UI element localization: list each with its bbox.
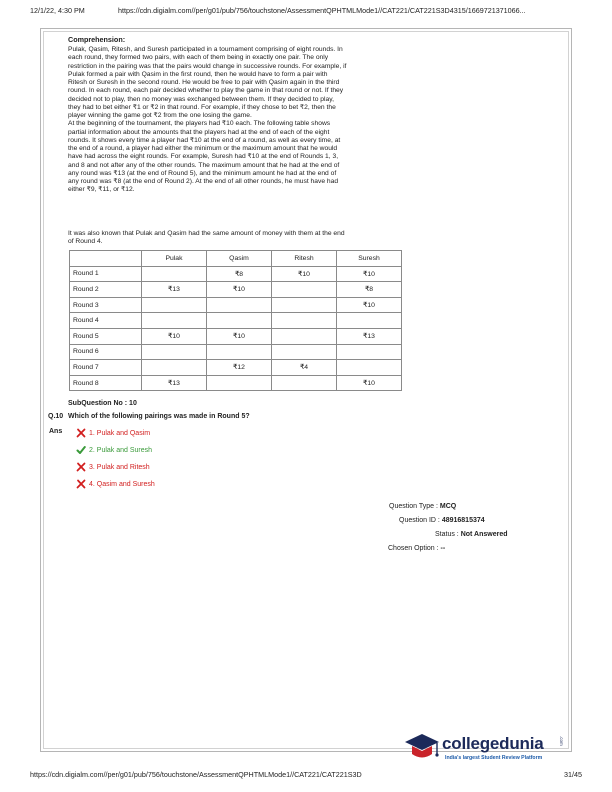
comprehension-line: At the beginning of the tournament, the players had ₹10 each. The following table shows [68,120,331,128]
answer-option-4 [76,479,155,489]
comprehension-line: partial information about the amounts that the players had at the end of each of the eight [68,128,330,136]
amount-cell: ₹8 [207,266,272,282]
table-header-cell: Suresh [337,251,402,267]
amount-cell: ₹10 [142,328,207,344]
answer-label: Ans [49,428,63,435]
table-row [70,266,402,282]
check-icon [76,445,86,455]
cross-icon [76,462,86,472]
comprehension-title: Comprehension: [68,35,126,44]
table-header-cell [70,251,142,267]
table-header-cell: Ritesh [272,251,337,267]
question-text: Which of the following pairings was made in Round 5? [68,413,250,420]
collegedunia-logo [404,730,564,771]
table-header-cell: Pulak [142,251,207,267]
table-row [70,297,402,313]
comprehension-line: have had across the eight rounds. For example, Suresh had ₹10 at the end of Rounds 1, 3, [68,153,339,161]
comprehension-line: rounds. It shows every time a player had ₹10 at the end of a round, as well as every time, at [68,136,341,144]
logo-domain: .com [559,736,564,746]
chosen-option-label: Chosen Option : [388,545,439,552]
amounts-table [69,250,402,391]
comprehension-line: Pulak, Qasim, Ritesh, and Suresh participated in a tournament comprising of eight rounds. In [68,46,343,53]
answer-option-2 [76,445,152,455]
amount-cell [272,344,337,360]
answer-option-3 [76,462,150,472]
amount-cell [337,344,402,360]
footer-url[interactable]: https://cdn.digialm.com//per/g01/pub/756/touchstone/AssessmentQPHTMLMode1//CAT221/CAT221S3D [30,770,362,779]
round-label-cell: Round 8 [70,375,142,391]
question-type-label: Question Type : [389,503,438,510]
answer-option-1 [76,428,150,438]
print-datetime: 12/1/22, 4:30 PM [30,6,85,15]
amount-cell [207,313,272,329]
comprehension-line: Ritesh or Suresh in the second round. He would be free to pair with Qasim again in the third [68,79,340,86]
comprehension-paragraph-2 [68,230,413,247]
amount-cell: ₹10 [207,328,272,344]
round-label-cell: Round 4 [70,313,142,329]
amount-cell [337,360,402,376]
amount-cell: ₹10 [337,266,402,282]
question-type-value: MCQ [439,503,457,510]
comprehension-line: round. In each round, each pair decided whether to play the game in that round or not. If they [68,87,344,95]
amount-cell: ₹10 [207,282,272,298]
comprehension-line: of Round 4. [68,238,103,246]
amount-cell: ₹8 [337,282,402,298]
comprehension-line: the end of a round, a player had either the minimum or the maximum amount that he would [68,145,338,152]
comprehension-line: any round was ₹13 (at the end of Round 5), and the minimum amount he had at the end of [68,169,337,177]
amount-cell [142,266,207,282]
round-label-cell: Round 2 [70,282,142,298]
status-value: Not Answered [460,531,508,538]
amount-cell [272,297,337,313]
answer-option-label: 4. Qasim and Suresh [89,480,155,488]
table-header-row [70,251,402,267]
amount-cell: ₹13 [142,282,207,298]
amount-cell: ₹13 [337,328,402,344]
chosen-option-value: -- [440,545,446,552]
amount-cell: ₹10 [337,297,402,313]
comprehension-line: and 8 and not after any of the other rounds. The maximum amount that he had at the end of [68,161,340,169]
status-label: Status : [435,531,459,538]
page-number: 31/45 [564,770,582,779]
logo-tagline: India's largest Student Review Platform [445,755,543,761]
comprehension-paragraph-1 [68,46,413,195]
answer-option-label: 3. Pulak and Ritesh [89,463,150,471]
answer-option-label: 1. Pulak and Qasim [89,429,151,437]
table-header-cell: Qasim [207,251,272,267]
amount-cell [142,360,207,376]
amount-cell [272,375,337,391]
table-row [70,375,402,391]
amount-cell: ₹10 [337,375,402,391]
question-number: Q.10 [48,413,64,420]
amount-cell [142,313,207,329]
comprehension-line: player winning the game got ₹2 from the one losing the game. [68,112,252,119]
amount-cell [272,282,337,298]
table-row [70,360,402,376]
amount-cell: ₹10 [272,266,337,282]
amount-cell [272,313,337,329]
amount-cell: ₹12 [207,360,272,376]
subquestion-number: SubQuestion No : 10 [68,400,137,407]
amount-cell [142,297,207,313]
table-row [70,344,402,360]
graduation-cap-icon [404,730,440,766]
comprehension-line: decided not to play, then no money was exchanged between them. If they decided to play, [68,95,334,103]
comprehension-line: either ₹9, ₹11, or ₹12. [68,186,135,194]
cross-icon [76,479,86,489]
amount-cell [207,344,272,360]
answer-option-label: 2. Pulak and Suresh [89,446,153,454]
round-label-cell: Round 6 [70,344,142,360]
amount-cell: ₹13 [142,375,207,391]
table-row [70,313,402,329]
round-label-cell: Round 3 [70,297,142,313]
table-row [70,328,402,344]
amount-cell [337,313,402,329]
amount-cell [272,328,337,344]
question-id-value: 48916815374 [441,517,485,524]
table-row [70,282,402,298]
cross-icon [76,428,86,438]
amount-cell [207,297,272,313]
round-label-cell: Round 1 [70,266,142,282]
amount-cell: ₹4 [272,360,337,376]
comprehension-line: It was also known that Pulak and Qasim had the same amount of money with them at the end [68,230,345,237]
comprehension-line: Pulak formed a pair with Qasim in the first round, then he would have to form a pair with [68,70,328,78]
comprehension-line: each round, they formed two pairs, with each of them being in exactly one pair. The only [68,54,329,62]
comprehension-line: any round was ₹8 (at the end of Round 2). At the end of all other rounds, he must have had [68,178,339,185]
header-url[interactable]: https://cdn.digialm.com//per/g01/pub/756/touchstone/AssessmentQPHTMLMode1//CAT221/CAT221S3D4315/16697213710​66... [118,6,526,15]
comprehension-line: they had to bet either ₹1 or ₹2 in that round. For example, if they chose to bet ₹2, then the [68,103,336,111]
comprehension-line: restriction in the pairing was that the pairs would change in successive rounds. For example, if [68,62,347,70]
amount-cell [142,344,207,360]
amount-cell [207,375,272,391]
round-label-cell: Round 5 [70,328,142,344]
round-label-cell: Round 7 [70,360,142,376]
question-id-label: Question ID : [399,517,440,524]
logo-wordmark: collegedunia [442,734,544,753]
